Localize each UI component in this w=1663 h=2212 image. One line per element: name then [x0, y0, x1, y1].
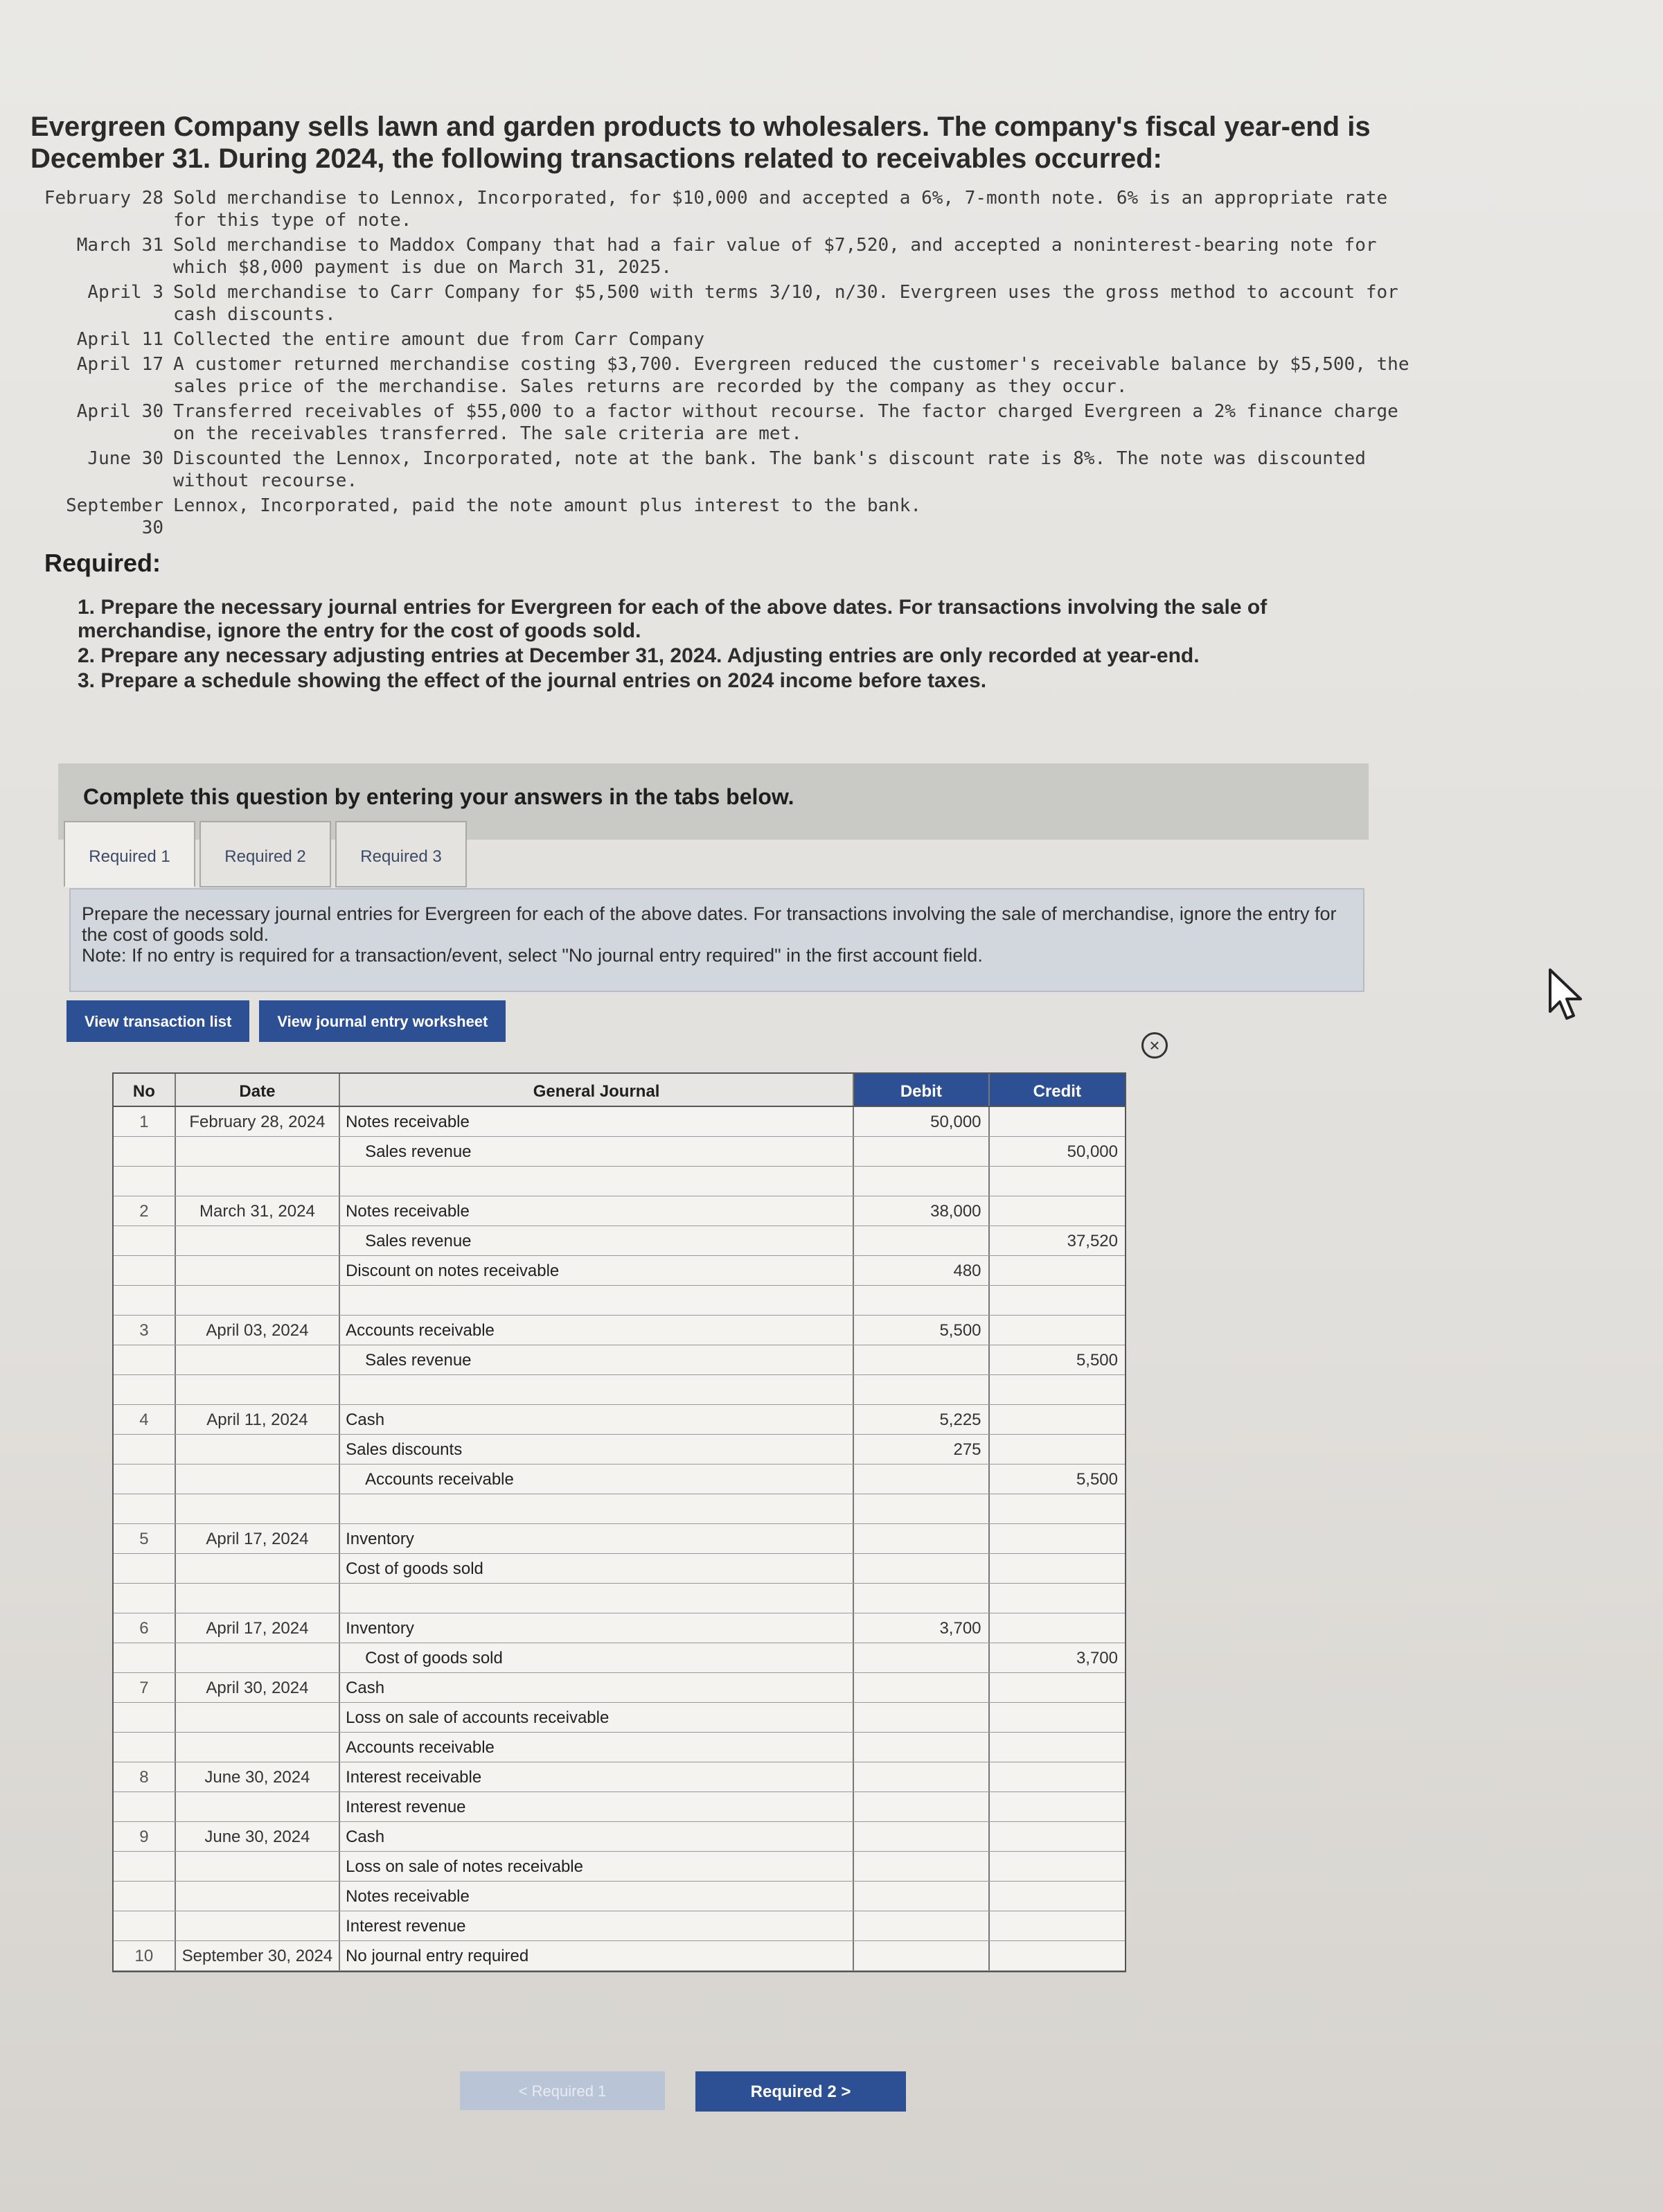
journal-row [114, 1792, 1125, 1822]
credit-field[interactable] [990, 1703, 1125, 1732]
journal-row [114, 1941, 1125, 1971]
debit-field[interactable] [854, 1375, 989, 1404]
tab-required-2[interactable]: Required 2 [199, 821, 331, 887]
credit-field[interactable] [990, 1733, 1125, 1762]
entry-number [114, 1256, 176, 1285]
transaction-text: Transferred receivables of $55,000 to a factor without recourse. The factor charged Evergreen a 2% finance charge on the receivables transferred. The sale criteria are met. [173, 401, 1398, 444]
debit-field[interactable] [854, 1941, 989, 1970]
credit-field[interactable] [990, 1107, 1125, 1136]
instruction-box [69, 888, 1364, 992]
entry-number [114, 1345, 176, 1374]
debit-field[interactable] [854, 1852, 989, 1881]
transaction-item [35, 281, 1413, 326]
view-journal-worksheet-button[interactable]: View journal entry worksheet [259, 1000, 506, 1042]
entry-number [114, 1733, 176, 1762]
entry-date: April 17, 2024 [176, 1613, 340, 1643]
entry-number [114, 1584, 176, 1613]
transaction-item [35, 234, 1413, 278]
debit-field[interactable]: 480 [854, 1256, 989, 1285]
account-field[interactable]: Cash [340, 1405, 854, 1434]
transaction-item [35, 328, 1413, 351]
credit-field[interactable] [990, 1286, 1125, 1315]
account-field[interactable]: Notes receivable [340, 1107, 854, 1136]
entry-date [176, 1375, 340, 1404]
credit-field[interactable]: 5,500 [1076, 1351, 1118, 1370]
journal-row [114, 1852, 1125, 1882]
account-field[interactable] [340, 1494, 854, 1523]
debit-field[interactable] [854, 1822, 989, 1851]
journal-row [114, 1107, 1125, 1137]
credit-field[interactable]: 50,000 [1067, 1142, 1118, 1161]
debit-field[interactable]: 5,225 [854, 1405, 989, 1434]
debit-field[interactable] [854, 1911, 989, 1940]
debit-field[interactable] [854, 1345, 989, 1374]
journal-row [114, 1882, 1125, 1911]
journal-row [114, 1465, 1125, 1494]
account-field[interactable] [340, 1286, 854, 1315]
question-navigation [460, 2071, 906, 2112]
entry-number [114, 1167, 176, 1196]
worksheet-buttons [66, 1000, 515, 1042]
account-field[interactable]: Accounts receivable [340, 1733, 854, 1762]
credit-field[interactable] [990, 1256, 1125, 1285]
account-field[interactable]: Notes receivable [340, 1882, 854, 1911]
debit-field[interactable]: 38,000 [854, 1196, 989, 1226]
entry-date [176, 1256, 340, 1285]
transaction-list [35, 187, 1413, 542]
instruction-text: Prepare the necessary journal entries for Evergreen for each of the above dates. For transactions involving the sale of merchandise, ignore the entry for the cost of goods sold. [82, 903, 1337, 945]
account-field[interactable]: Inventory [340, 1524, 854, 1553]
journal-row [114, 1613, 1125, 1643]
account-field[interactable]: Interest revenue [340, 1911, 854, 1940]
account-field[interactable]: Accounts receivable [340, 1465, 854, 1494]
entry-date [176, 1465, 340, 1494]
account-field[interactable]: Sales revenue [340, 1226, 854, 1255]
header-general-journal: General Journal [340, 1074, 854, 1106]
header-date: Date [176, 1074, 340, 1106]
view-transaction-list-button[interactable]: View transaction list [66, 1000, 249, 1042]
debit-field[interactable] [854, 1882, 989, 1911]
entry-date [176, 1554, 340, 1583]
credit-field[interactable] [990, 1524, 1125, 1553]
entry-number: 5 [114, 1524, 176, 1553]
general-journal-table [112, 1072, 1126, 1972]
account-field[interactable]: Loss on sale of notes receivable [340, 1852, 854, 1881]
transaction-text: Collected the entire amount due from Carr Company [173, 329, 705, 350]
journal-row [114, 1196, 1125, 1226]
entry-date: April 03, 2024 [176, 1316, 340, 1345]
tab-required-3[interactable]: Required 3 [335, 821, 467, 887]
entry-number [114, 1435, 176, 1464]
credit-field[interactable]: 37,520 [1067, 1232, 1118, 1250]
entry-number [114, 1494, 176, 1523]
required-tabs [64, 821, 471, 887]
account-field[interactable]: Cash [340, 1673, 854, 1702]
credit-field[interactable]: 3,700 [1076, 1649, 1118, 1667]
account-field[interactable]: Cost of goods sold [340, 1554, 854, 1583]
header-no: No [114, 1074, 176, 1106]
debit-field[interactable]: 3,700 [854, 1613, 989, 1643]
debit-field[interactable] [854, 1584, 989, 1613]
account-field[interactable]: Sales revenue [340, 1137, 854, 1166]
entry-number [114, 1375, 176, 1404]
entry-number [114, 1465, 176, 1494]
account-field[interactable]: Interest receivable [340, 1762, 854, 1791]
entry-number: 1 [114, 1107, 176, 1136]
account-field[interactable]: Accounts receivable [340, 1316, 854, 1345]
account-field[interactable]: Inventory [340, 1613, 854, 1643]
debit-field[interactable] [854, 1286, 989, 1315]
account-field[interactable]: Interest revenue [340, 1792, 854, 1821]
entry-number: 4 [114, 1405, 176, 1434]
header-debit: Debit [854, 1074, 989, 1106]
debit-field[interactable] [854, 1524, 989, 1553]
complete-prompt: Complete this question by entering your answers in the tabs below. [58, 763, 1369, 840]
entry-date [176, 1226, 340, 1255]
entry-date [176, 1345, 340, 1374]
account-field[interactable] [340, 1584, 854, 1613]
transaction-text: Sold merchandise to Lennox, Incorporated, for $10,000 and accepted a 6%, 7-month note. 6% is an appropriate rate for this type of note. [173, 188, 1388, 231]
credit-field[interactable] [990, 1822, 1125, 1851]
transaction-item [35, 495, 1413, 539]
transaction-text: Sold merchandise to Maddox Company that had a fair value of $7,520, and accepted a noninterest-bearing note for which $8,000 payment is due on March 31, 2025. [173, 235, 1377, 278]
entry-date [176, 1137, 340, 1166]
debit-field[interactable] [854, 1733, 989, 1762]
journal-row [114, 1554, 1125, 1584]
entry-number: 7 [114, 1673, 176, 1702]
entry-number [114, 1554, 176, 1583]
entry-number: 2 [114, 1196, 176, 1226]
journal-row [114, 1345, 1125, 1375]
journal-row [114, 1643, 1125, 1673]
transaction-text: Lennox, Incorporated, paid the note amount plus interest to the bank. [173, 495, 922, 516]
debit-field[interactable] [854, 1792, 989, 1821]
entry-number: 3 [114, 1316, 176, 1345]
entry-number: 6 [114, 1613, 176, 1643]
close-icon[interactable]: × [1141, 1032, 1168, 1059]
credit-field[interactable] [990, 1673, 1125, 1702]
credit-field[interactable] [990, 1196, 1125, 1226]
account-field[interactable]: Notes receivable [340, 1196, 854, 1226]
journal-row [114, 1137, 1125, 1167]
transaction-text: Discounted the Lennox, Incorporated, note at the bank. The bank's discount rate is 8%. The note was discounted without recourse. [173, 448, 1366, 491]
credit-field[interactable] [990, 1941, 1125, 1970]
transaction-date: April 11 [76, 329, 163, 350]
entry-date [176, 1882, 340, 1911]
entry-date: June 30, 2024 [176, 1762, 340, 1791]
journal-row [114, 1405, 1125, 1435]
account-field[interactable] [340, 1375, 854, 1404]
journal-row [114, 1167, 1125, 1196]
account-field[interactable]: Cash [340, 1822, 854, 1851]
entry-number [114, 1226, 176, 1255]
journal-row [114, 1733, 1125, 1762]
entry-number [114, 1882, 176, 1911]
transaction-text: Sold merchandise to Carr Company for $5,500 with terms 3/10, n/30. Evergreen uses the gross method to account for cash discounts. [173, 282, 1398, 325]
journal-row [114, 1256, 1125, 1286]
credit-field[interactable] [990, 1375, 1125, 1404]
debit-field[interactable] [854, 1465, 989, 1494]
journal-row [114, 1524, 1125, 1554]
account-field[interactable]: Discount on notes receivable [340, 1256, 854, 1285]
header-credit: Credit [990, 1074, 1125, 1106]
tab-required-1[interactable]: Required 1 [64, 821, 195, 887]
credit-field[interactable]: 5,500 [1076, 1470, 1118, 1489]
credit-field[interactable] [990, 1167, 1125, 1196]
credit-field[interactable] [990, 1405, 1125, 1434]
credit-field[interactable] [990, 1494, 1125, 1523]
transaction-item [35, 353, 1413, 398]
entry-date [176, 1286, 340, 1315]
requirement-1: 1. Prepare the necessary journal entries for Evergreen for each of the above dates. For transactions involving the sale of merchandise, ignore the entry for the cost of goods sold. [78, 596, 1268, 642]
journal-row [114, 1762, 1125, 1792]
debit-field[interactable] [854, 1167, 989, 1196]
debit-field[interactable] [854, 1673, 989, 1702]
transaction-date: March 31 [76, 235, 163, 256]
entry-number [114, 1703, 176, 1732]
entry-number: 8 [114, 1762, 176, 1791]
journal-row [114, 1911, 1125, 1941]
entry-date: April 17, 2024 [176, 1524, 340, 1553]
requirement-2: 2. Prepare any necessary adjusting entries at December 31, 2024. Adjusting entries are only recorded at year-end. [78, 644, 1200, 667]
account-field[interactable] [340, 1167, 854, 1196]
instruction-note: Note: If no entry is required for a transaction/event, select "No journal entry required" in the first account field. [82, 945, 983, 966]
credit-field[interactable] [990, 1911, 1125, 1940]
prev-required-button[interactable]: < Required 1 [460, 2071, 665, 2110]
transaction-item [35, 187, 1413, 231]
debit-field[interactable] [854, 1494, 989, 1523]
debit-field[interactable]: 50,000 [854, 1107, 989, 1136]
entry-date: June 30, 2024 [176, 1822, 340, 1851]
entry-number [114, 1286, 176, 1315]
entry-date [176, 1792, 340, 1821]
account-field[interactable]: Sales revenue [340, 1345, 854, 1374]
transaction-item [35, 448, 1413, 492]
debit-field[interactable]: 5,500 [854, 1316, 989, 1345]
credit-field[interactable] [990, 1435, 1125, 1464]
account-field[interactable]: Cost of goods sold [340, 1643, 854, 1672]
entry-date: March 31, 2024 [176, 1196, 340, 1226]
journal-row [114, 1375, 1125, 1405]
entry-date [176, 1733, 340, 1762]
debit-field[interactable] [854, 1643, 989, 1672]
entry-date: September 30, 2024 [176, 1941, 340, 1970]
journal-row [114, 1494, 1125, 1524]
transaction-date: April 17 [76, 354, 163, 375]
journal-row [114, 1822, 1125, 1852]
credit-field[interactable] [990, 1584, 1125, 1613]
debit-field[interactable] [854, 1554, 989, 1583]
credit-field[interactable] [990, 1613, 1125, 1643]
problem-intro: Evergreen Company sells lawn and garden products to wholesalers. The company's fiscal year-end is December 31. During 2024, the following transactions related to receivables occurred: [30, 112, 1371, 174]
credit-field[interactable] [990, 1554, 1125, 1583]
journal-row [114, 1703, 1125, 1733]
next-required-button[interactable]: Required 2 > [695, 2071, 906, 2112]
entry-number [114, 1852, 176, 1881]
entry-date: February 28, 2024 [176, 1107, 340, 1136]
entry-number [114, 1137, 176, 1166]
account-field[interactable]: No journal entry required [340, 1941, 854, 1970]
transaction-date: June 30 [87, 448, 163, 469]
journal-row [114, 1226, 1125, 1256]
entry-date [176, 1703, 340, 1732]
entry-date [176, 1494, 340, 1523]
transaction-date: April 30 [76, 401, 163, 422]
requirements-list [78, 596, 1297, 694]
journal-row [114, 1584, 1125, 1613]
journal-header [114, 1074, 1125, 1107]
journal-row [114, 1316, 1125, 1345]
transaction-text: A customer returned merchandise costing $3,700. Evergreen reduced the customer's receivable balance by $5,500, the sales price of the merchandise. Sales returns are recorded by the company as they occur. [173, 354, 1409, 397]
debit-field[interactable] [854, 1226, 989, 1255]
entry-date [176, 1584, 340, 1613]
entry-number: 10 [114, 1941, 176, 1970]
transaction-date: September 30 [66, 495, 163, 538]
credit-field[interactable] [990, 1316, 1125, 1345]
entry-date [176, 1435, 340, 1464]
entry-number [114, 1911, 176, 1940]
transaction-date: February 28 [44, 188, 163, 209]
debit-field[interactable] [854, 1762, 989, 1791]
account-field[interactable]: Sales discounts [340, 1435, 854, 1464]
journal-row [114, 1435, 1125, 1465]
entry-date: April 30, 2024 [176, 1673, 340, 1702]
required-heading: Required: [44, 549, 161, 577]
debit-field[interactable] [854, 1137, 989, 1166]
credit-field[interactable] [990, 1882, 1125, 1911]
entry-date [176, 1643, 340, 1672]
entry-number [114, 1792, 176, 1821]
journal-row [114, 1286, 1125, 1316]
requirement-3: 3. Prepare a schedule showing the effect of the journal entries on 2024 income before taxes. [78, 669, 987, 692]
entry-date: April 11, 2024 [176, 1405, 340, 1434]
entry-date [176, 1911, 340, 1940]
journal-body [114, 1107, 1125, 1971]
debit-field[interactable] [854, 1703, 989, 1732]
credit-field[interactable] [990, 1792, 1125, 1821]
cursor-icon [1546, 967, 1588, 1023]
entry-number [114, 1643, 176, 1672]
transaction-item [35, 400, 1413, 445]
entry-date [176, 1852, 340, 1881]
credit-field[interactable] [990, 1762, 1125, 1791]
transaction-date: April 3 [87, 282, 163, 303]
credit-field[interactable] [990, 1852, 1125, 1881]
debit-field[interactable]: 275 [854, 1435, 989, 1464]
entry-date [176, 1167, 340, 1196]
account-field[interactable]: Loss on sale of accounts receivable [340, 1703, 854, 1732]
journal-row [114, 1673, 1125, 1703]
entry-number: 9 [114, 1822, 176, 1851]
